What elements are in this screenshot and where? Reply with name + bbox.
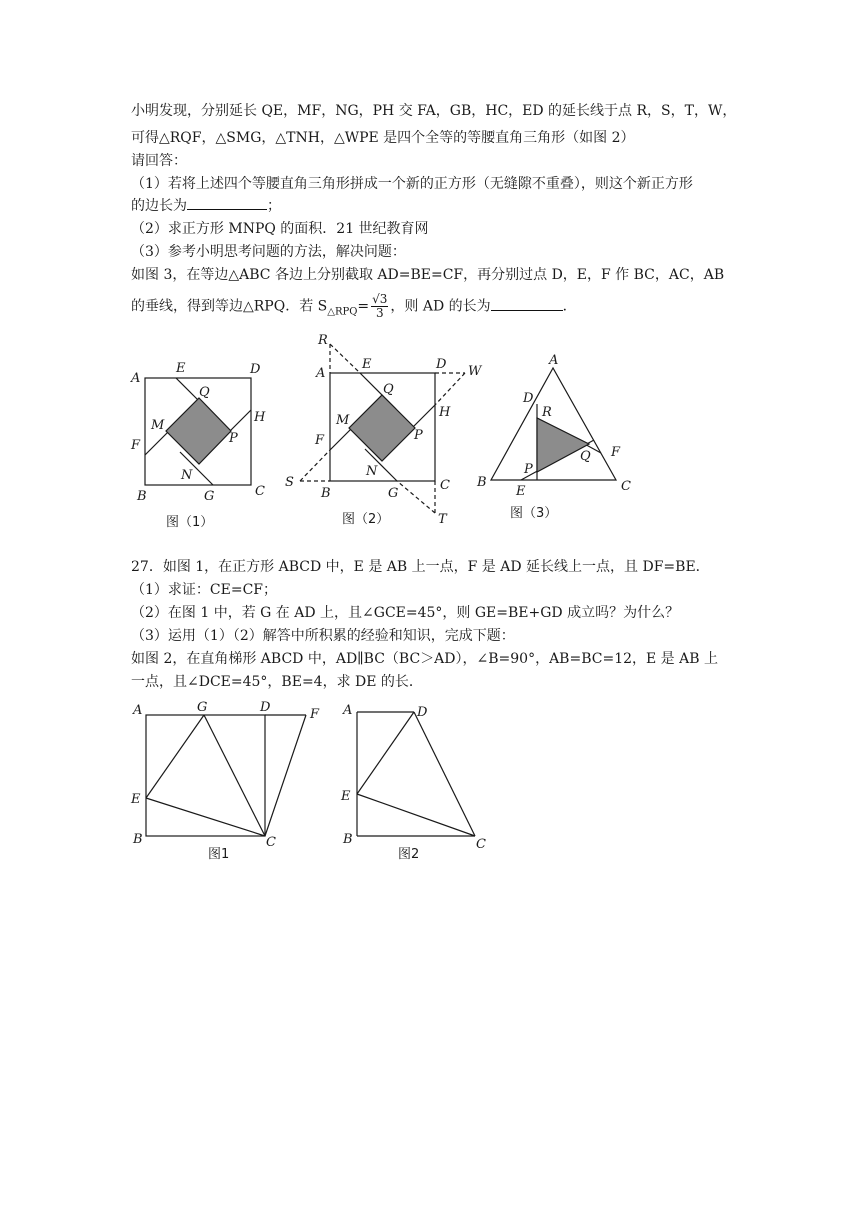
p26-line-9-end: ． <box>562 298 577 315</box>
p27-line-4: （3）运用（1）（2）解答中所积累的经验和知识，完成下题： <box>131 628 515 644</box>
fig3-label-r: R <box>542 405 552 420</box>
p27-line-5: 如图 2，在直角梯形 ABCD 中，AD∥BC（BC＞AD），∠B=90°，AB=BC=12，E 是 AB 上 <box>131 651 718 667</box>
p26-line-9-text-b: ，则 AD 的长为 <box>390 298 491 315</box>
p27-line-3: （2）在图 1 中，若 G 在 AD 上，且∠GCE=45°，则 GE=BE+GD 成立吗？为什么？ <box>131 605 680 621</box>
fig2-label-f: F <box>315 433 325 448</box>
fig4-label-g: G <box>197 700 208 715</box>
p26-line-4: （1）若将上述四个等腰直角三角形拼成一个新的正方形（无缝隙不重叠），则这个新正方形 <box>131 176 693 192</box>
p26-line-8: 如图 3，在等边△ABC 各边上分别截取 AD=BE=CF，再分别过点 D，E，F 作 BC，AC，AB <box>131 267 725 283</box>
figure-3 <box>491 368 616 480</box>
fig3-label-p: P <box>524 462 533 477</box>
fig2-label-c: C <box>440 478 450 493</box>
fig1-label-g: G <box>204 489 215 504</box>
fig1-label-h: H <box>254 410 266 425</box>
fig1-square-mnpq <box>166 398 231 464</box>
fig2-label-e: E <box>362 357 372 372</box>
fig3-label-e: E <box>516 484 526 499</box>
fig3-label-q: Q <box>580 449 591 464</box>
fig5-label-b: B <box>343 832 353 847</box>
p26-line-1: 小明发现，分别延长 QE，MF，NG，PH 交 FA，GB，HC，ED 的延长线于点 R，S，T，W， <box>131 103 737 119</box>
p26-line-5-text: 的边长为 <box>131 198 187 214</box>
fig5-label-d: D <box>417 705 428 720</box>
fig2-label-g: G <box>388 486 399 501</box>
fig2-label-t: T <box>438 512 447 527</box>
fig2-label-q: Q <box>383 382 394 397</box>
p27-line-1: 27．如图 1，在正方形 ABCD 中，E 是 AB 上一点，F 是 AD 延长线上一点，且 DF=BE． <box>131 559 710 575</box>
p26-line-5-end: ； <box>267 198 281 214</box>
fig2-label-p: P <box>414 428 423 443</box>
p26-line-6: （2）求正方形 MNPQ 的面积．21 世纪教育网 <box>131 221 429 237</box>
fig1-label-b: B <box>137 489 147 504</box>
fig1-label-m: M <box>151 418 165 433</box>
fig4-label-d: D <box>260 700 271 715</box>
fig2-caption: 图（2） <box>342 512 390 527</box>
p26-line-2: 可得△RQF，△SMG，△TNH，△WPE 是四个全等的等腰直角三角形（如图 2） <box>131 130 635 146</box>
fig5-caption: 图2 <box>398 847 420 862</box>
fig3-caption: 图（3） <box>510 506 558 521</box>
fig3-label-a: A <box>549 353 559 368</box>
fig4-label-e: E <box>131 792 141 807</box>
fig1-label-f: F <box>131 438 141 453</box>
fig1-label-a: A <box>131 371 141 386</box>
fig2-label-h: H <box>439 405 451 420</box>
fraction-denominator: 3 <box>375 306 384 320</box>
fig1-label-n: N <box>181 468 193 483</box>
fig4-caption: 图1 <box>208 847 230 862</box>
equals-sign: = <box>357 298 370 315</box>
area-subscript: △RPQ <box>327 306 358 318</box>
fig3-label-d: D <box>523 391 534 406</box>
fig2-label-n: N <box>366 464 378 479</box>
p27-line-6: 一点，且∠DCE=45°，BE=4，求 DE 的长． <box>131 674 423 690</box>
fig1-label-d: D <box>250 362 261 377</box>
fig4-label-b: B <box>133 832 143 847</box>
fig3-label-b: B <box>477 475 487 490</box>
fig1-label-e: E <box>176 361 186 376</box>
fraction-numerator: √3 <box>372 292 388 306</box>
fig2-label-s: S <box>285 475 294 490</box>
fig5-label-e: E <box>341 789 351 804</box>
fig2-square-mnpq <box>349 395 415 461</box>
p27-line-2: （1）求证：CE=CF； <box>131 582 277 598</box>
fig2-label-a: A <box>316 366 326 381</box>
fig4-label-a: A <box>133 703 143 718</box>
fig1-caption: 图（1） <box>166 515 214 530</box>
p26-line-3: 请回答： <box>131 153 187 169</box>
fig4-label-f: F <box>310 707 320 722</box>
fig5-label-c: C <box>476 837 486 852</box>
p26-line-9-text: 的垂线，得到等边△RPQ．若 S <box>131 298 328 315</box>
fig2-label-d: D <box>436 357 447 372</box>
fig3-label-c: C <box>621 479 631 494</box>
p26-line-7: （3）参考小明思考问题的方法，解决问题： <box>131 244 406 260</box>
fig2-label-m: M <box>336 413 350 428</box>
fig2-label-b: B <box>321 486 331 501</box>
fig1-label-c: C <box>255 484 265 499</box>
fig5-label-a: A <box>343 703 353 718</box>
fig1-label-p: P <box>229 431 238 446</box>
fig2-label-w: W <box>468 364 482 379</box>
fig1-label-q: Q <box>199 385 210 400</box>
fig4-label-c: C <box>266 835 276 850</box>
fig2-label-r: R <box>318 333 328 348</box>
fig3-label-f: F <box>611 445 621 460</box>
